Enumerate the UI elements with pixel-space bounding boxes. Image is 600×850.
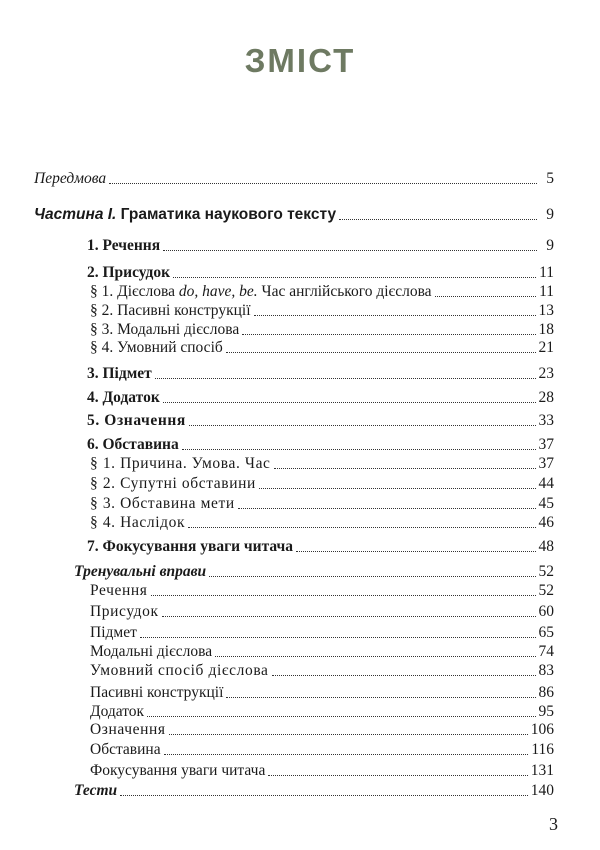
toc-page-number: 131 — [530, 762, 554, 779]
toc-label: § 2. Супутні обставини — [90, 475, 256, 492]
toc-entry-s6-1[interactable] — [90, 455, 554, 473]
label-italic-part: do, have, be. — [178, 283, 258, 300]
toc-page-number: 5 — [546, 170, 554, 187]
toc-entry-s5[interactable] — [87, 412, 554, 430]
toc-leader — [147, 715, 535, 717]
toc-leader — [155, 377, 536, 379]
toc-label: Підмет — [90, 624, 137, 641]
toc-entry-exercise[interactable] — [90, 762, 554, 780]
part-title: Граматика наукового тексту — [116, 206, 337, 223]
toc-page-number: 140 — [530, 782, 554, 799]
toc-page-number: 74 — [538, 643, 554, 660]
toc-leader — [188, 526, 535, 528]
label-part: § 1. Дієслова — [90, 283, 179, 300]
toc-leader — [435, 295, 537, 297]
toc-entry-exercise[interactable] — [90, 703, 554, 721]
toc-page-number: 48 — [538, 538, 554, 555]
toc-label: 7. Фокусування уваги читача — [87, 538, 294, 555]
toc-leader — [182, 448, 536, 450]
toc-page-number: 52 — [538, 582, 554, 599]
toc-label — [90, 283, 435, 301]
toc-label: 4. Додаток — [87, 389, 160, 406]
toc-entry-tests[interactable] — [74, 782, 554, 800]
toc-leader — [339, 218, 537, 220]
toc-entry-s2-2[interactable] — [90, 302, 554, 320]
toc-entry-exercises[interactable] — [74, 563, 554, 581]
toc-entry-exercise[interactable] — [90, 624, 554, 642]
page-title: ЗМІСТ — [244, 42, 356, 79]
toc-label: § 4. Наслідок — [90, 514, 186, 531]
toc-entry-exercise[interactable] — [90, 684, 554, 702]
toc-label — [34, 206, 339, 224]
toc-page-number: 37 — [538, 455, 554, 472]
toc-label: Передмова — [34, 170, 107, 187]
toc-label: Обставина — [90, 741, 161, 758]
toc-entry-s2-4[interactable] — [90, 339, 554, 357]
toc-leader — [296, 550, 535, 552]
toc-entry-exercise[interactable] — [90, 603, 554, 621]
toc-page-number: 21 — [538, 339, 554, 356]
label-part: Час англійського дієслова — [257, 283, 432, 300]
toc-page-number: 52 — [538, 563, 554, 580]
toc-label: § 3. Модальні дієслова — [90, 321, 240, 338]
toc-page-number: 44 — [538, 475, 554, 492]
toc-entry-exercise[interactable] — [90, 662, 554, 680]
toc-leader — [151, 594, 536, 596]
toc-leader — [254, 314, 536, 316]
toc-label: § 4. Умовний спосіб — [90, 339, 223, 356]
toc-entry-exercise[interactable] — [90, 582, 554, 600]
toc-page-number: 86 — [538, 684, 554, 701]
toc-entry-s2-1[interactable] — [90, 283, 554, 301]
toc-page-number: 11 — [539, 264, 554, 281]
toc-entry-s6-2[interactable] — [90, 475, 554, 493]
toc-leader — [242, 333, 535, 335]
toc-leader — [272, 674, 536, 676]
toc-page-number: 46 — [538, 514, 554, 531]
toc-label: Означення — [90, 721, 166, 738]
toc-label: § 3. Обставина мети — [90, 495, 235, 512]
toc-leader — [226, 696, 535, 698]
toc-label: 6. Обставина — [87, 436, 179, 453]
toc-page-number: 60 — [538, 603, 554, 620]
toc-label: Тести — [74, 782, 118, 799]
toc-label: 1. Речення — [87, 237, 161, 254]
toc-entry-s2[interactable] — [87, 264, 554, 282]
toc-leader — [162, 615, 536, 617]
toc-leader — [274, 467, 536, 469]
toc-leader — [140, 636, 536, 638]
toc-label: 2. Присудок — [87, 264, 171, 281]
toc-page-number: 9 — [546, 237, 554, 254]
toc-leader — [169, 733, 528, 735]
toc-label: Умовний спосіб дієслова — [90, 662, 269, 679]
toc-leader — [226, 351, 536, 353]
toc-page-number: 65 — [538, 624, 554, 641]
toc-page-number: 45 — [538, 495, 554, 512]
part-number: Частина І. — [34, 206, 117, 223]
toc-label: 3. Підмет — [87, 365, 152, 382]
toc-entry-s2-3[interactable] — [90, 321, 554, 339]
toc-label: § 1. Причина. Умова. Час — [90, 455, 271, 472]
toc-label: Додаток — [90, 703, 145, 720]
toc-leader — [268, 774, 527, 776]
toc-leader — [215, 655, 535, 657]
toc-leader — [189, 424, 536, 426]
toc-entry-s6-4[interactable] — [90, 514, 554, 532]
toc-page-number: 116 — [531, 741, 554, 758]
toc-entry-s3[interactable] — [87, 365, 554, 383]
toc-entry-preface[interactable] — [34, 170, 554, 188]
toc-leader — [173, 276, 536, 278]
toc-leader — [259, 487, 536, 489]
toc-page-number: 106 — [530, 721, 554, 738]
toc-page-number: 83 — [538, 662, 554, 679]
toc-entry-s6[interactable] — [87, 436, 554, 454]
toc-page-number: 28 — [538, 389, 554, 406]
toc-leader — [209, 575, 535, 577]
toc-entry-s6-3[interactable] — [90, 495, 554, 513]
toc-page-number: 37 — [538, 436, 554, 453]
toc-label: § 2. Пасивні конструкції — [90, 302, 251, 319]
toc-page-number: 13 — [538, 302, 554, 319]
toc-entry-s4[interactable] — [87, 389, 554, 407]
toc-entry-exercise[interactable] — [90, 721, 554, 739]
toc-page-number: 33 — [538, 412, 554, 429]
toc-leader — [163, 249, 537, 251]
toc-entry-s7[interactable] — [87, 538, 554, 556]
toc-entry-exercise[interactable] — [90, 741, 554, 759]
toc-page-number: 18 — [538, 321, 554, 338]
toc-leader — [238, 507, 536, 509]
toc-leader — [109, 182, 537, 184]
toc-label: Фокусування уваги читача — [90, 762, 266, 779]
toc-label: Модальні дієслова — [90, 643, 213, 660]
toc-label: Присудок — [90, 603, 159, 620]
toc-label: 5. Означення — [87, 412, 186, 429]
toc-label: Тренувальні вправи — [74, 563, 207, 580]
toc-entry-part1[interactable] — [34, 206, 554, 224]
toc-entry-s1[interactable] — [87, 237, 554, 255]
toc-page-number: 23 — [538, 365, 554, 382]
toc-page-number: 95 — [538, 703, 554, 720]
toc-label: Пасивні конструкції — [90, 684, 224, 701]
toc-entry-exercise[interactable] — [90, 643, 554, 661]
page-number: 3 — [549, 814, 558, 834]
toc-page-number: 9 — [546, 206, 554, 223]
toc-leader — [163, 401, 536, 403]
toc-label: Речення — [90, 582, 148, 599]
toc-leader — [120, 794, 528, 796]
toc-leader — [164, 753, 529, 755]
toc-page-number: 11 — [539, 283, 554, 300]
